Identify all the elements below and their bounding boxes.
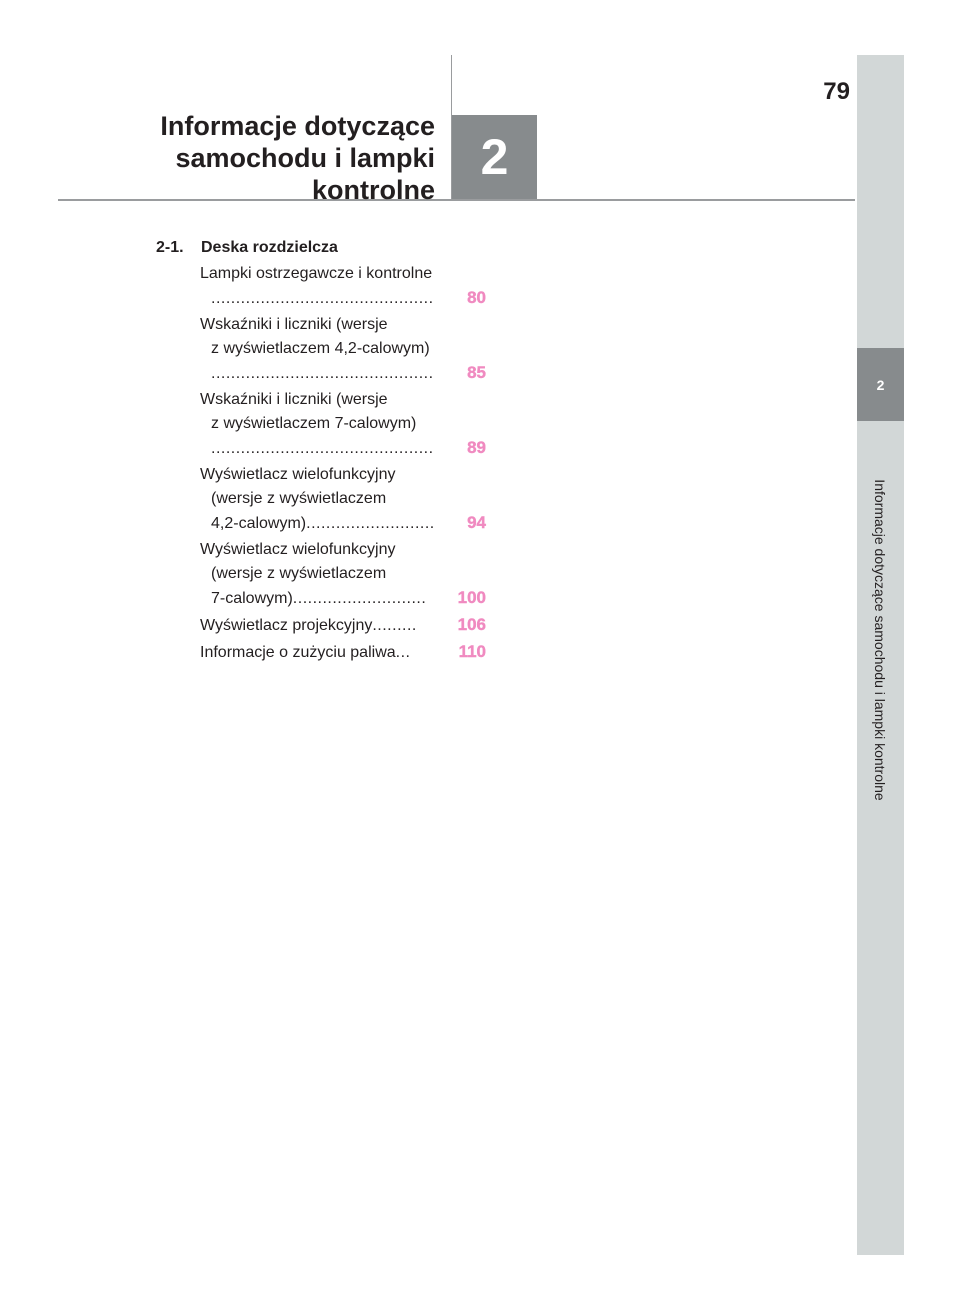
- toc-page-link[interactable]: 85: [467, 363, 486, 382]
- toc-entry[interactable]: [156, 262, 486, 311]
- toc-entry[interactable]: [156, 313, 486, 386]
- toc-entry-text: Wyświetlacz projekcyjny: [200, 617, 373, 634]
- toc-entry-text: Wyświetlacz wielofunkcyjny: [200, 466, 396, 483]
- toc-entry-text: 7-calowym): [211, 590, 293, 607]
- section-title: Deska rozdzielcza: [201, 239, 338, 256]
- toc-entry-text: Lampki ostrzegawcze i kontrolne: [200, 265, 433, 282]
- chapter-title-line-3: kontrolne: [311, 175, 435, 205]
- table-of-contents: [156, 236, 486, 665]
- toc-dot-leader: .............................................: [211, 365, 434, 382]
- toc-dot-leader: ..........................: [306, 515, 435, 532]
- toc-dot-leader: .............................................: [211, 290, 434, 307]
- section-heading: [156, 236, 486, 260]
- toc-dot-leader: ...........................: [292, 590, 427, 607]
- toc-entry-text: z wyświetlaczem 7-calowym): [211, 415, 417, 432]
- toc-entry[interactable]: [156, 538, 486, 611]
- toc-entry-leader-row: [200, 436, 486, 461]
- toc-entry-text: Wyświetlacz wielofunkcyjny: [200, 541, 396, 558]
- toc-entry[interactable]: [156, 613, 486, 638]
- side-tab-label: Informacje dotyczące samochodu i lampki kontrolne: [872, 479, 888, 801]
- toc-entry-text: Wskaźniki i liczniki (wersje: [200, 391, 388, 408]
- toc-page-link[interactable]: 89: [467, 438, 486, 457]
- toc-entry-text: 4,2-calowym): [211, 515, 307, 532]
- toc-entry[interactable]: [156, 388, 486, 461]
- toc-entry[interactable]: [156, 640, 486, 665]
- toc-entry-leader-row: [200, 613, 486, 638]
- toc-entry[interactable]: [156, 463, 486, 536]
- toc-dot-leader: .............................................: [211, 440, 434, 457]
- chapter-title-line-1: Informacje dotyczące: [160, 111, 435, 141]
- section-number: 2-1.: [156, 239, 184, 256]
- toc-entry-leader-row: [200, 511, 486, 536]
- toc-dot-leader: ...: [395, 644, 411, 661]
- toc-page-link[interactable]: 100: [457, 588, 486, 607]
- toc-entry-text: Informacje o zużyciu paliwa: [200, 644, 396, 661]
- toc-entries: [156, 262, 486, 665]
- toc-entry-text: (wersje z wyświetlaczem: [211, 565, 387, 582]
- page-number: 79: [823, 78, 850, 105]
- toc-page-link[interactable]: 80: [467, 288, 486, 307]
- toc-dot-leader: .........: [372, 617, 417, 634]
- toc-page-link[interactable]: 110: [458, 642, 486, 661]
- chapter-number: 2: [480, 129, 509, 185]
- side-tab-chapter-number: 2: [876, 376, 885, 393]
- toc-entry-text: Wskaźniki i liczniki (wersje: [200, 316, 388, 333]
- chapter-title-line-2: samochodu i lampki: [175, 143, 435, 173]
- toc-entry-leader-row: [200, 361, 486, 386]
- toc-entry-leader-row: [200, 640, 486, 665]
- chapter-number-block: [452, 115, 537, 199]
- toc-entry-leader-row: [200, 286, 486, 311]
- toc-page-link[interactable]: 106: [457, 615, 486, 634]
- toc-page-link[interactable]: 94: [467, 513, 486, 532]
- chapter-title: [160, 110, 435, 206]
- side-tab-chapter-marker[interactable]: [857, 348, 904, 421]
- toc-entry-leader-row: [200, 586, 486, 611]
- toc-entry-text: (wersje z wyświetlaczem: [211, 490, 387, 507]
- toc-entry-text: z wyświetlaczem 4,2-calowym): [211, 340, 430, 357]
